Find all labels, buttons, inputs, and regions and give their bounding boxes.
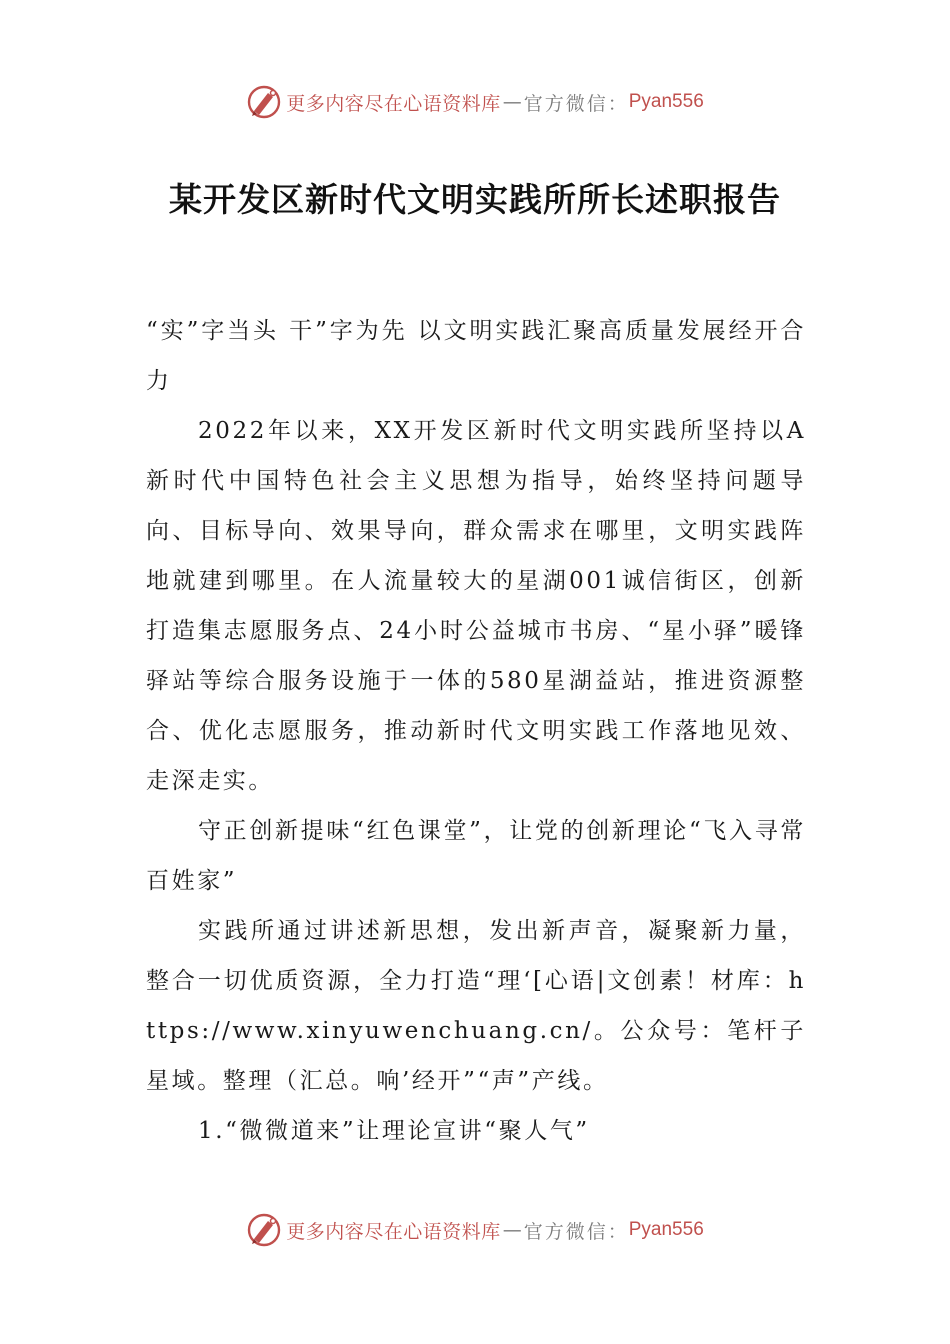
watermark-separator: —: [502, 1219, 522, 1241]
header-watermark: [0, 80, 950, 124]
pen-circle-logo-icon: [246, 1212, 282, 1248]
watermark-official-label: 官方微信：: [523, 1220, 629, 1243]
paragraph-section-heading: 守正创新提味“红色课堂”，让党的创新理论“飞入寻常百姓家”: [146, 818, 806, 894]
watermark-wechat-id: Pyan556: [628, 1219, 704, 1240]
footer-watermark: [0, 1208, 950, 1252]
document-body: [146, 306, 806, 1156]
watermark-wechat-id: Pyan556: [628, 91, 704, 112]
watermark-official-label: 官方微信：: [523, 92, 629, 115]
watermark-brand-text: 更多内容尽在心语资料库: [286, 92, 501, 115]
watermark-separator: —: [502, 91, 522, 113]
paragraph-subtitle: “实”字当头 干”字为先 以文明实践汇聚高质量发展经开合力: [146, 318, 806, 394]
document-title: 某开发区新时代文明实践所所长述职报告: [169, 180, 781, 219]
paragraph-practice: 实践所通过讲述新思想，发出新声音，凝聚新力量，整合一切优质资源，全力打造“理‘[心语|文创素！材库：https://www.xinyuwenchuang.cn/。公众号：笔杆子星域。整理（汇总。响’经开”“声”产线。: [146, 918, 806, 1094]
paragraph-intro: 2022年以来，XX开发区新时代文明实践所坚持以A新时代中国特色社会主义思想为指导，始终坚持问题导向、目标导向、效果导向，群众需求在哪里，文明实践阵地就建到哪里。在人流量较大的星湖001诚信街区，创新打造集志愿服务点、24小时公益城市书房、“星小驿”暖锋驿站等综合服务设施于一体的580星湖益站，推进资源整合、优化志愿服务，推动新时代文明实践工作落地见效、走深走实。: [146, 418, 806, 794]
watermark-brand-text: 更多内容尽在心语资料库: [286, 1220, 501, 1243]
paragraph-subheading-1: 1.“微微道来”让理论宣讲“聚人气”: [198, 1118, 590, 1144]
pen-circle-logo-icon: [246, 84, 282, 120]
